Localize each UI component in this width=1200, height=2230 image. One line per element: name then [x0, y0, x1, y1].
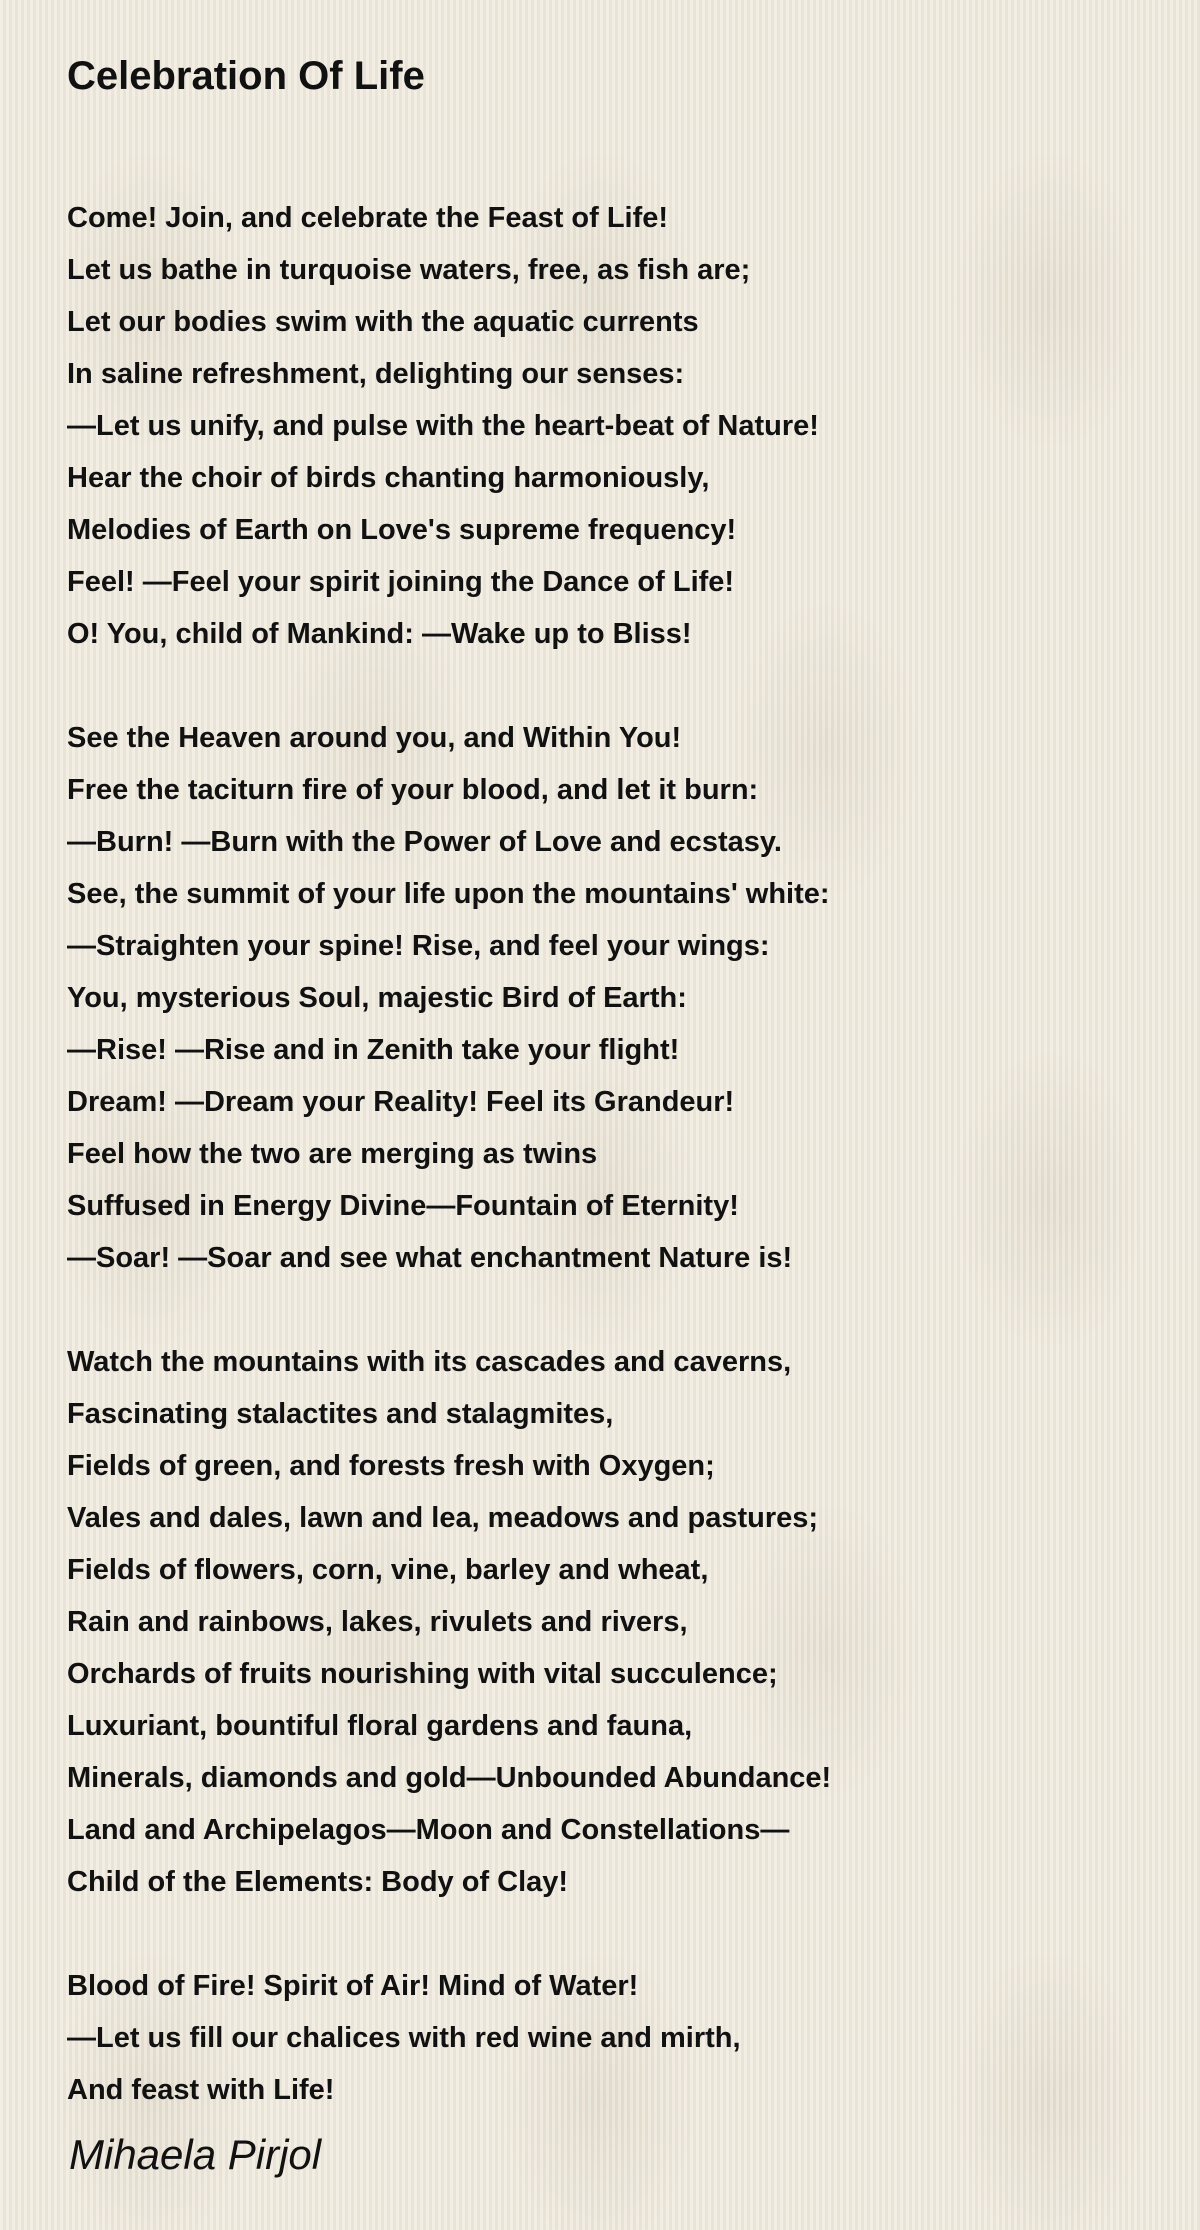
- poem-line: Vales and dales, lawn and lea, meadows and pastures;: [67, 1502, 819, 1534]
- poem-line: Let our bodies swim with the aquatic currents: [67, 306, 699, 338]
- poem-body: [67, 192, 1167, 2116]
- poem-line: Child of the Elements: Body of Clay!: [67, 1866, 569, 1898]
- poem-line: Fields of flowers, corn, vine, barley and wheat,: [67, 1554, 709, 1586]
- stanza-2: [67, 712, 1167, 1284]
- poem-line: In saline refreshment, delighting our senses:: [67, 358, 685, 390]
- poem-title: Celebration Of Life: [67, 54, 425, 98]
- poem-line: Minerals, diamonds and gold—Unbounded Abundance!: [67, 1762, 832, 1794]
- poem-line: Let us bathe in turquoise waters, free, as fish are;: [67, 254, 751, 286]
- poem-line: Suffused in Energy Divine—Fountain of Eternity!: [67, 1190, 739, 1222]
- poem-line: Rain and rainbows, lakes, rivulets and rivers,: [67, 1606, 688, 1638]
- poem-line: O! You, child of Mankind: —Wake up to Bliss!: [67, 618, 692, 650]
- poem-line: Watch the mountains with its cascades and caverns,: [67, 1346, 792, 1378]
- poem-line: —Let us fill our chalices with red wine and mirth,: [67, 2022, 741, 2054]
- poem-line: And feast with Life!: [67, 2074, 335, 2106]
- poem-line: Come! Join, and celebrate the Feast of Life!: [67, 202, 669, 234]
- poem-author: Mihaela Pirjol: [69, 2131, 322, 2178]
- poem-line: You, mysterious Soul, majestic Bird of Earth:: [67, 982, 687, 1014]
- poem-line: Free the taciturn fire of your blood, and let it burn:: [67, 774, 759, 806]
- poem-line: —Rise! —Rise and in Zenith take your flight!: [67, 1034, 680, 1066]
- poem-line: Feel how the two are merging as twins: [67, 1138, 598, 1170]
- poem-line: See, the summit of your life upon the mountains' white:: [67, 878, 830, 910]
- poem-line: Hear the choir of birds chanting harmoniously,: [67, 462, 710, 494]
- poem-line: Orchards of fruits nourishing with vital succulence;: [67, 1658, 778, 1690]
- stanza-4: [67, 1960, 1167, 2116]
- poem-line: Blood of Fire! Spirit of Air! Mind of Water!: [67, 1970, 639, 2002]
- poem-line: —Straighten your spine! Rise, and feel your wings:: [67, 930, 770, 962]
- poem-line: —Burn! —Burn with the Power of Love and ecstasy.: [67, 826, 782, 858]
- poem-line: Fields of green, and forests fresh with Oxygen;: [67, 1450, 715, 1482]
- poem-line: Melodies of Earth on Love's supreme frequency!: [67, 514, 737, 546]
- poem-page: [67, 46, 1167, 2168]
- stanza-1: [67, 192, 1167, 660]
- poem-line: Fascinating stalactites and stalagmites,: [67, 1398, 614, 1430]
- poem-line: See the Heaven around you, and Within You!: [67, 722, 682, 754]
- poem-line: —Soar! —Soar and see what enchantment Nature is!: [67, 1242, 793, 1274]
- poem-line: Feel! —Feel your spirit joining the Dance of Life!: [67, 566, 735, 598]
- stanza-3: [67, 1336, 1167, 1908]
- poem-line: Land and Archipelagos—Moon and Constellations—: [67, 1814, 790, 1846]
- poem-line: —Let us unify, and pulse with the heart-beat of Nature!: [67, 410, 819, 442]
- poem-line: Luxuriant, bountiful floral gardens and fauna,: [67, 1710, 693, 1742]
- poem-line: Dream! —Dream your Reality! Feel its Grandeur!: [67, 1086, 735, 1118]
